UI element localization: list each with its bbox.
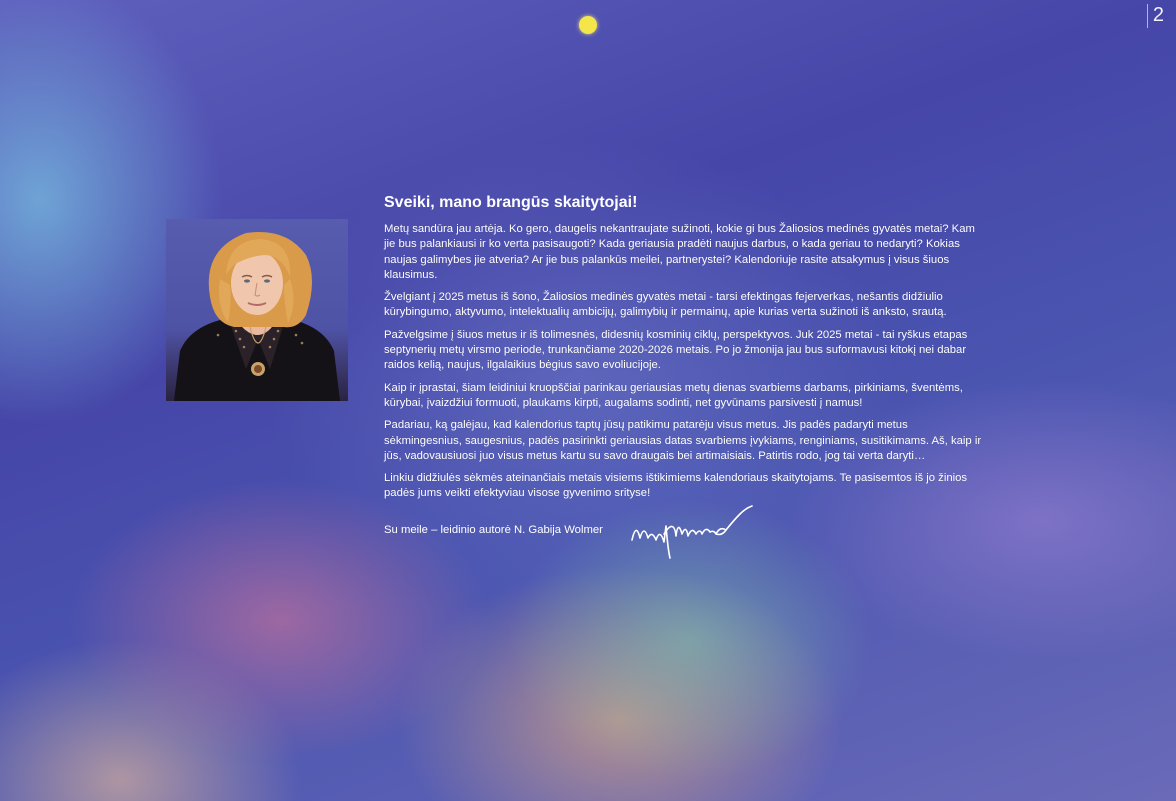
paragraph-overview: Žvelgiant į 2025 metus iš šono, Žaliosios medinės gyvatės metai - tarsi efektingas fejerverkas, nešantis didžiulio kūrybingumo, aktyvumo, intelektualių ambicijų, galimybių ir permainų, apie kurias verta sužinoti iš anksto, srautą.: [384, 291, 947, 319]
sun-dot-icon: [579, 16, 597, 34]
letter-content: [384, 192, 984, 509]
paragraph-selected-days: Kaip ir įprastai, šiam leidiniui kruopščiai parinkau geriausias metų dienas svarbiems darbams, pirkiniams, šventėms, kūrybai, įvaizdžiui formuoti, plaukams kirpti, augalams sodinti, net gyvūnams parsivesti į namus!: [384, 381, 963, 409]
signature-icon: [630, 500, 754, 562]
author-photo-illustration: [166, 219, 348, 401]
page-title: Sveiki, mano brangūs skaitytojai!: [384, 194, 638, 211]
author-portrait: [166, 219, 348, 401]
paragraph-advisor: Padariau, ką galėjau, kad kalendorius taptų jūsų patikimu patarėju visus metus. Jis padės padaryti metus sėkmingesnius, saugesnius, padės pasirinkti geriausias datas svarbiems įvykiams, renginiams, susitikimams. Aš, kaip ir jūs, vadovausiuosi juo visus metus kartu su savo draugais bei artimaisiais. Patirtis rodo, jog tai verta daryti…: [384, 419, 982, 462]
paragraph-perspective: Pažvelgsime į šiuos metus ir iš tolimesnės, didesnių kosminių ciklų, perspektyvos. Juk 2025 metai - tai ryškus etapas septynerių metų virsmo periode, trunkančiame 2020-2026 metais. Po jo žmonija jau bus suformavusi kitokį nei dabar raidos kelią, naujus, ilgalaikius bėgius savo evoliucijoje.: [384, 328, 968, 372]
page-number: 2: [1147, 4, 1164, 28]
sign-off-text: Su meile – leidinio autorė N. Gabija Wolmer: [384, 524, 603, 536]
paragraph-wishes: Linkiu didžiulės sėkmės ateinančiais metais visiems ištikimiems kalendoriaus skaitytojams. Te pasisemtos iš jo žinios padės jums veikti efektyviau visose gyvenimo srityse!: [384, 472, 968, 500]
paragraph-intro: Metų sandūra jau artėja. Ko gero, daugelis nekantraujate sužinoti, kokie gi bus Žaliosios medinės gyvatės metai? Kam jie bus palankiausi ir ko verta pasisaugoti? Kada geriausia pradėti naujus darbus, o kada geriau to nedaryti? Kokias naujas galimybes jie atveria? Ar jie bus palankūs meilei, partnerystei? Kalendoriuje rasite atsakymus į visus šiuos klausimus.: [384, 223, 975, 281]
signature-block: [384, 500, 804, 565]
